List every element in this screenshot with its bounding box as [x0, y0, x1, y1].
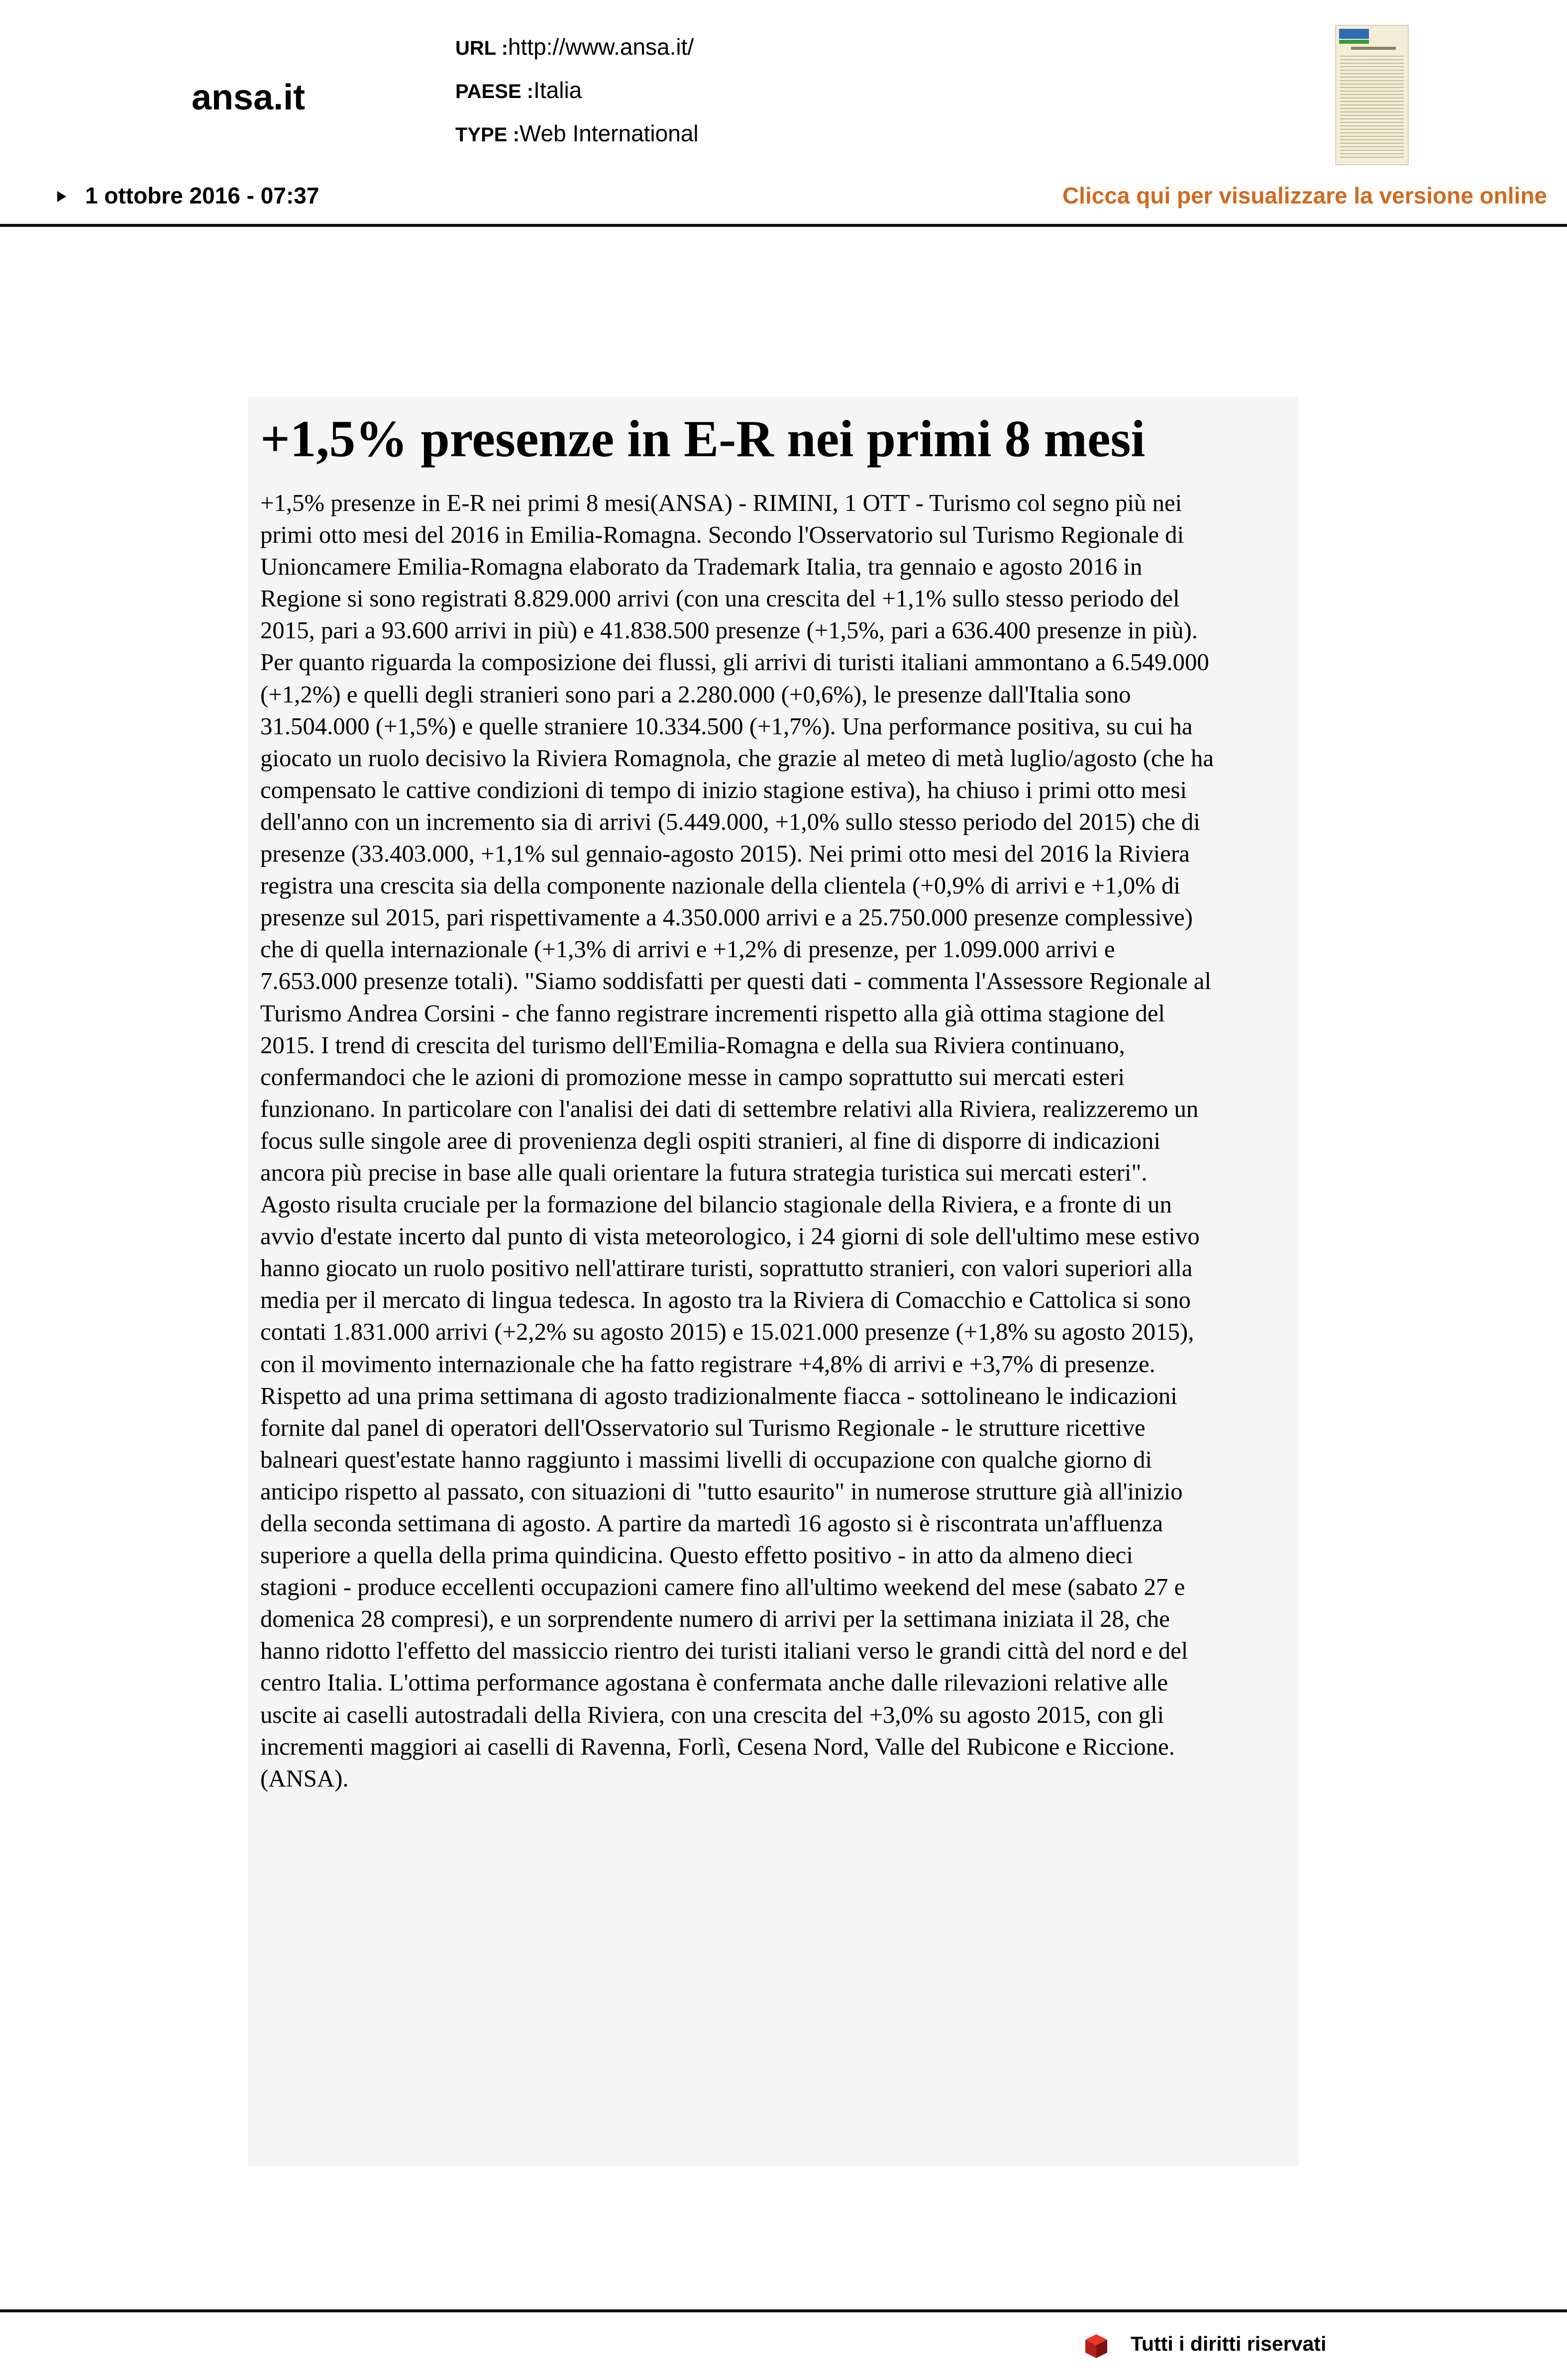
article-line: superiore a quella della prima quindicina. Questo effetto positivo - in atto da almeno dieci [260, 1542, 1133, 1569]
article-line: 31.504.000 (+1,5%) e quelle straniere 10.334.500 (+1,7%). Una performance positiva, su cui ha [260, 712, 1193, 740]
article-line: 2015. I trend di crescita del turismo dell'Emilia-Romagna e della sua Riviera continuano, [260, 1031, 1125, 1059]
article-line: Turismo Andrea Corsini - che fanno registrare incrementi rispetto alla già ottima stagione del [260, 999, 1165, 1027]
article-line: confermandoci che le azioni di promozione messe in campo soprattutto sui mercati esteri [260, 1063, 1125, 1091]
type-value: Web International [519, 120, 699, 146]
url-value[interactable]: http://www.ansa.it/ [508, 34, 694, 60]
article-line: Agosto risulta cruciale per la formazione del bilancio stagionale della Riviera, e a fronte di un [260, 1191, 1172, 1218]
article-line: stagioni - produce eccellenti occupazioni camere fino all'ultimo weekend del mese (sabato 27 e [260, 1574, 1185, 1601]
url-label: URL : [455, 37, 508, 59]
article-line: con il movimento internazionale che ha fatto registrare +4,8% di arrivi e +3,7% di presenze. [260, 1350, 1155, 1378]
arrow-right-icon [57, 191, 66, 202]
article-line: dell'anno con un incremento sia di arrivi (5.449.000, +1,0% sullo stesso periodo del 2015) che di [260, 808, 1200, 835]
article-line: funzionano. In particolare con l'analisi dei dati di settembre relativi alla Riviera, realizzeremo un [260, 1095, 1199, 1122]
article-line: primi otto mesi del 2016 in Emilia-Romagna. Secondo l'Osservatorio sul Turismo Regionale di [260, 521, 1184, 549]
article-line: giocato un ruolo decisivo la Riviera Romagnola, che grazie al meteo di metà luglio/agosto (che ha [260, 744, 1214, 772]
article-line: fornite dal panel di operatori dell'Osservatorio sul Turismo Regionale - le strutture ricettive [260, 1414, 1146, 1441]
article-line: presenze (33.403.000, +1,1% sul gennaio-agosto 2015). Nei primi otto mesi del 2016 la Riviera [260, 840, 1190, 868]
footer-divider [0, 2309, 1567, 2312]
article-line: registra una crescita sia della componente nazionale della clientela (+0,9% di arrivi e +1,0% di [260, 872, 1180, 899]
rights-notice: Tutti i diritti riservati [1131, 2332, 1327, 2355]
article-line: uscite ai caselli autostradali della Riviera, con una crescita del +3,0% su agosto 2015, con gli [260, 1701, 1164, 1728]
thumbnail-logo [1339, 29, 1369, 39]
article-line: Rispetto ad una prima settimana di agosto tradizionalmente fiacca - sottolineano le indicazioni [260, 1382, 1177, 1409]
country-value: Italia [533, 77, 582, 103]
article-line: presenze sul 2015, pari rispettivamente a 4.350.000 arrivi e a 25.750.000 presenze complessive) [260, 904, 1193, 931]
url-row [455, 26, 699, 69]
thumbnail-banner [1339, 40, 1369, 44]
article-title: +1,5% presenze in E-R nei primi 8 mesi [260, 409, 1146, 468]
red-cube-logo-icon [1082, 2332, 1110, 2360]
article-line: 2015, pari a 93.600 arrivi in più) e 41.838.500 presenze (+1,5%, pari a 636.400 presenze in più). [260, 617, 1198, 644]
article-line: balneari quest'estate hanno raggiunto i massimi livelli di occupazione con qualche giorno di [260, 1446, 1152, 1473]
article-line: compensato le cattive condizioni di tempo di inizio stagione estiva), ha chiuso i primi otto mesi [260, 776, 1187, 803]
article-line: ancora più precise in base alle quali orientare la futura strategia turistica sui mercati esteri". [260, 1159, 1148, 1186]
article-line: che di quella internazionale (+1,3% di arrivi e +1,2% di presenze, per 1.099.000 arrivi e [260, 936, 1115, 963]
article-line: contati 1.831.000 arrivi (+2,2% su agosto 2015) e 15.021.000 presenze (+1,8% su agosto 2015), [260, 1318, 1194, 1346]
header-divider [0, 224, 1567, 227]
article-line: +1,5% presenze in E-R nei primi 8 mesi(ANSA) - RIMINI, 1 OTT - Turismo col segno più nei [260, 490, 1182, 516]
article-line: centro Italia. L'ottima performance agostana è confermata anche dalle rilevazioni relative alle [260, 1669, 1168, 1696]
article-line: focus sulle singole aree di provenienza degli ospiti stranieri, al fine di disporre di indicazioni [260, 1127, 1161, 1154]
article-line: (ANSA). [260, 1765, 349, 1792]
article-line: media per il mercato di lingua tedesca. In agosto tra la Riviera di Comacchio e Cattolica si sono [260, 1287, 1191, 1314]
article-line: hanno giocato un ruolo positivo nell'attirare turisti, soprattutto stranieri, con valori superiori alla [260, 1255, 1193, 1282]
article-line: Per quanto riguarda la composizione dei flussi, gli arrivi di turisti italiani ammontano a 6.549.000 [260, 649, 1209, 676]
country-label: PAESE : [455, 81, 534, 102]
article-line: Unioncamere Emilia-Romagna elaborato da Trademark Italia, tra gennaio e agosto 2016 in [260, 553, 1143, 581]
view-online-link[interactable]: Clicca qui per visualizzare la versione online [1062, 183, 1547, 208]
article-line: domenica 28 compresi), e un sorprendente numero di arrivi per la settimana iniziata il 28, che [260, 1605, 1170, 1633]
publication-date: 1 ottobre 2016 - 07:37 [85, 183, 319, 208]
article-line: (+1,2%) e quelli degli stranieri sono pari a 2.280.000 (+0,6%), le presenze dall'Italia sono [260, 681, 1131, 708]
thumbnail-title [1351, 47, 1396, 50]
country-row [455, 69, 699, 112]
page-thumbnail[interactable] [1335, 25, 1409, 165]
article-line: hanno ridotto l'effetto del massiccio rientro dei turisti italiani verso le grandi città del nord e del [260, 1637, 1188, 1665]
article-line: della seconda settimana di agosto. A partire da martedì 16 agosto si è riscontrata un'affluenza [260, 1510, 1163, 1537]
article-container [248, 397, 1299, 2167]
thumbnail-text [1340, 56, 1404, 158]
article-line: Regione si sono registrati 8.829.000 arrivi (con una crescita del +1,1% sullo stesso periodo del [260, 585, 1180, 612]
type-row [455, 112, 699, 156]
article-line: avvio d'estate incerto dal punto di vista meteorologico, i 24 giorni di sole dell'ultimo mese estivo [260, 1223, 1200, 1250]
site-name: ansa.it [192, 78, 306, 117]
article-line: anticipo rispetto al passato, con situazioni di "tutto esaurito" in numerose strutture già all'inizio [260, 1478, 1183, 1505]
type-label: TYPE : [455, 124, 520, 146]
article-line: 7.653.000 presenze totali). "Siamo soddisfatti per questi dati - commenta l'Assessore Regionale al [260, 968, 1212, 995]
article-line: incrementi maggiori ai caselli di Ravenna, Forlì, Cesena Nord, Valle del Rubicone e Riccione. [260, 1733, 1175, 1760]
source-metadata [455, 26, 699, 156]
article-body [260, 487, 1214, 1794]
publication-date-row [57, 182, 319, 209]
